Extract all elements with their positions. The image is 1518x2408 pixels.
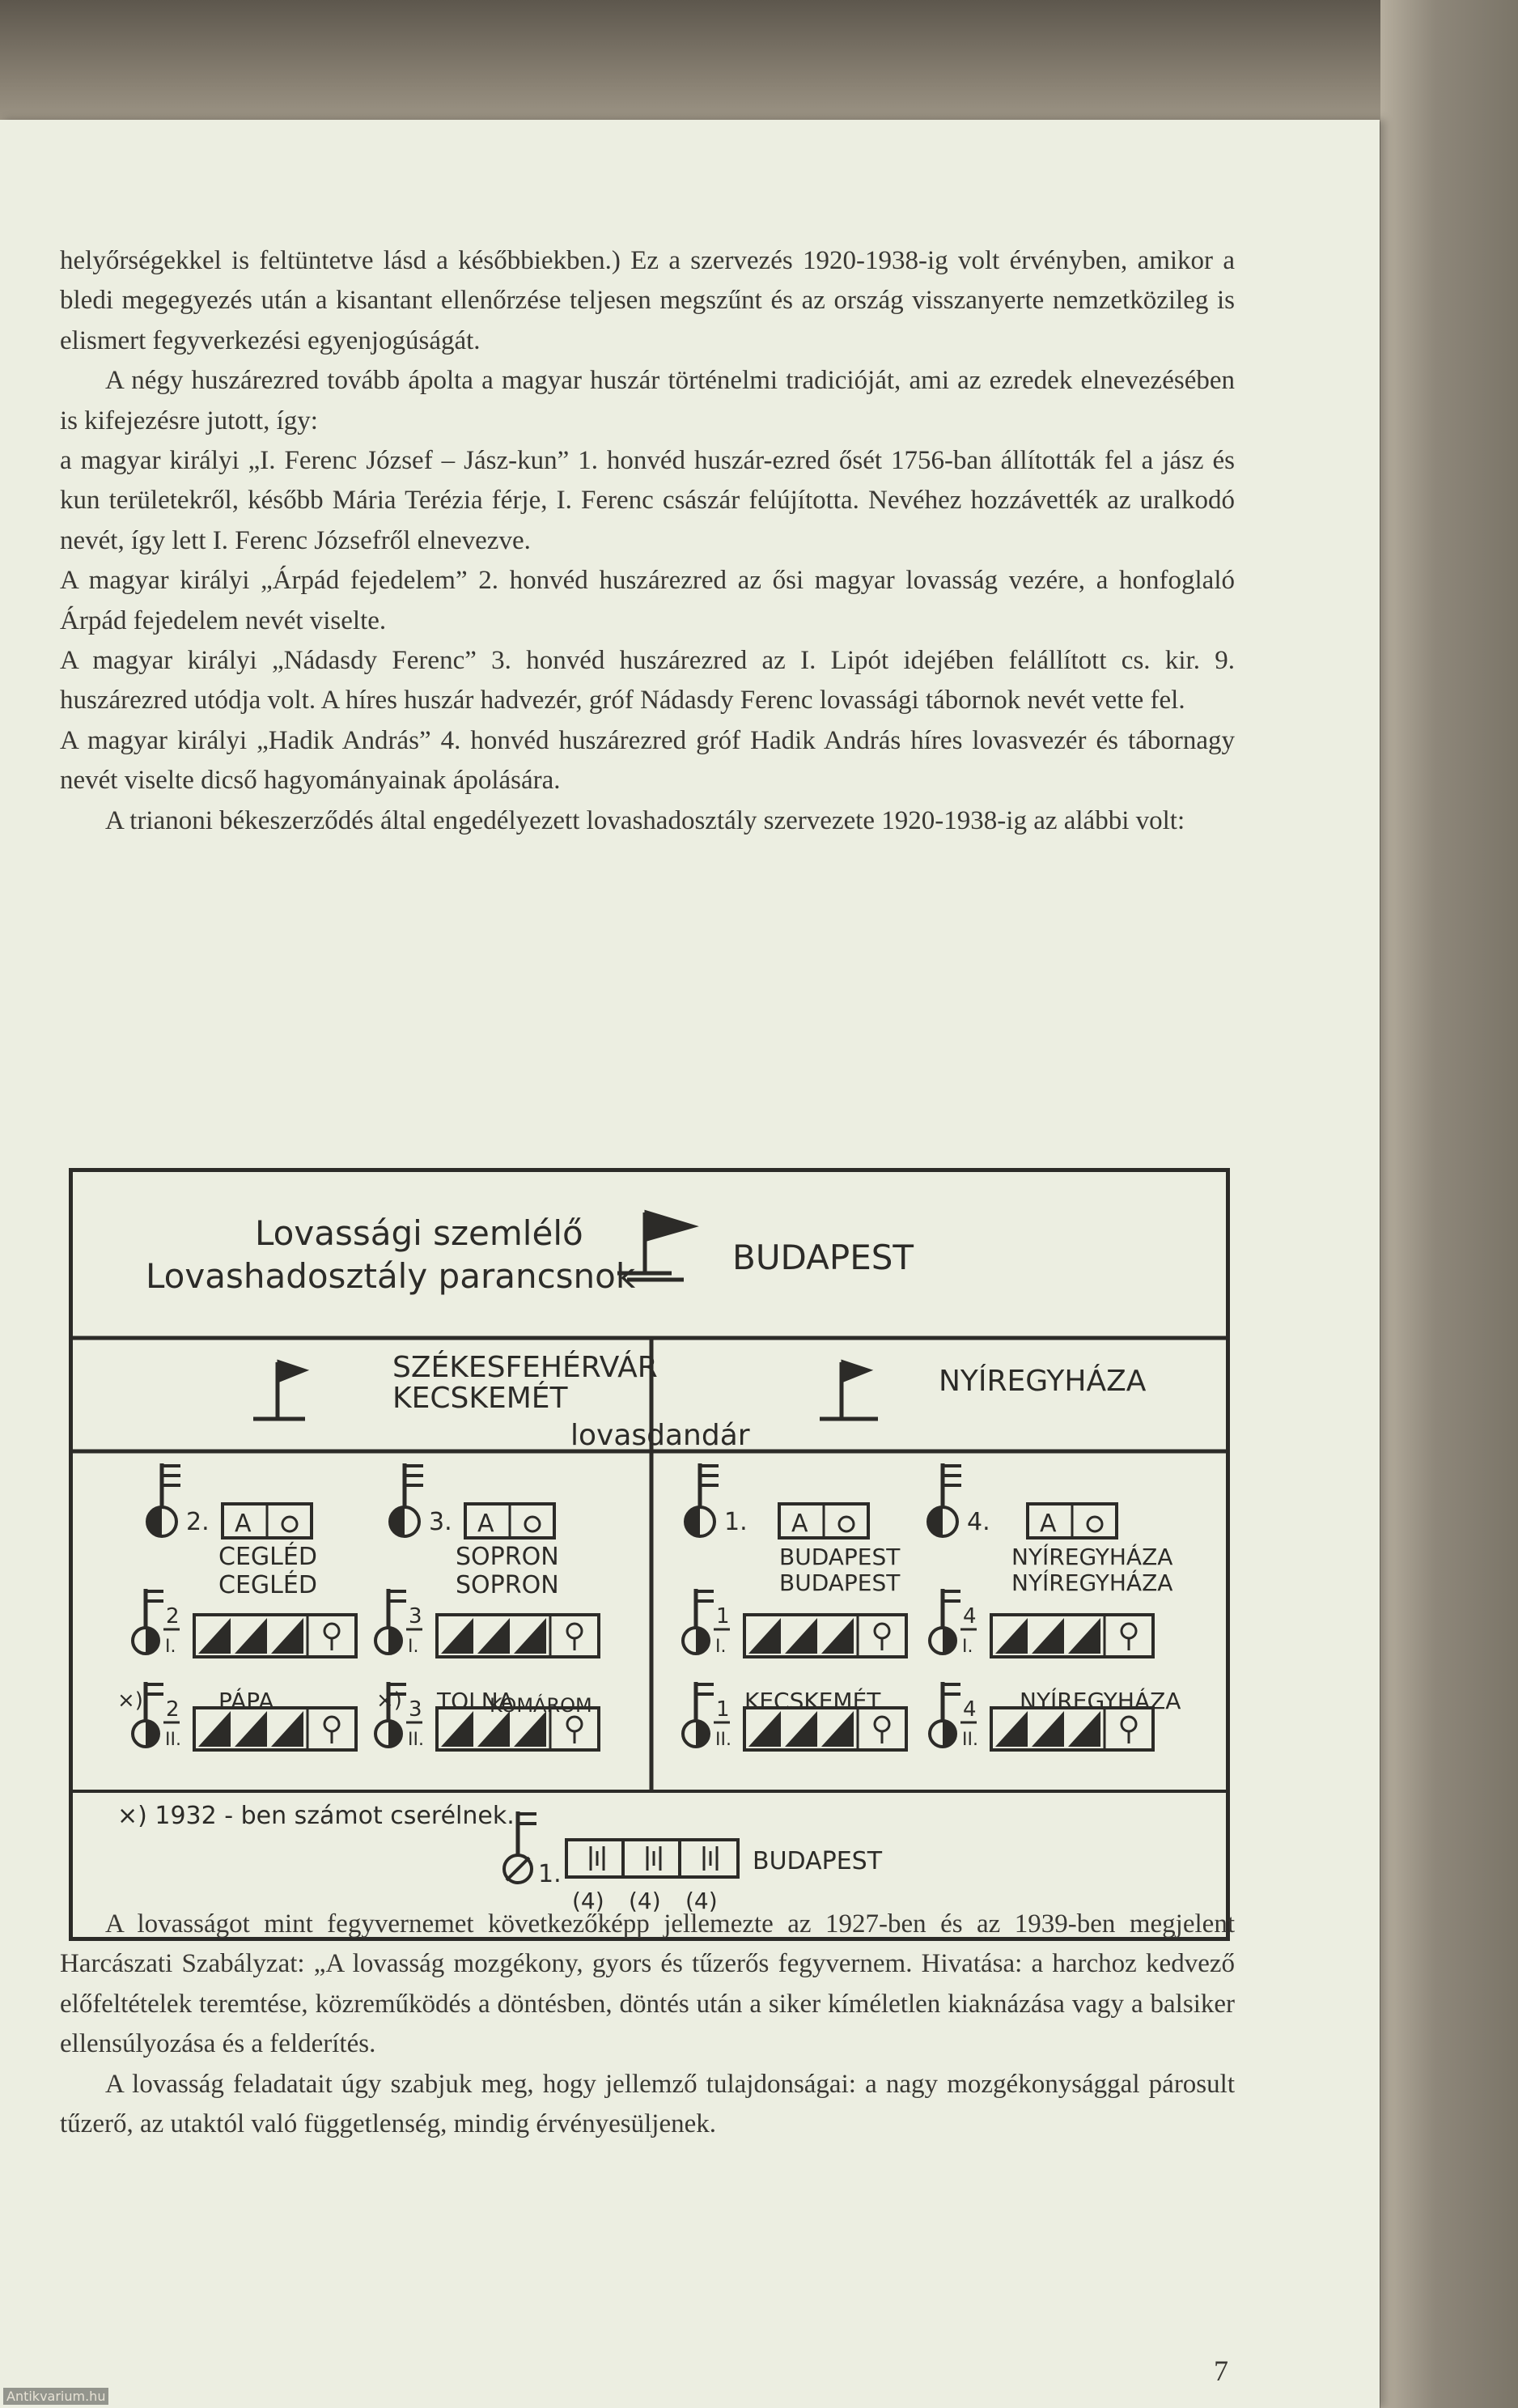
regiment-box-label: A — [477, 1510, 494, 1538]
paragraph: a magyar királyi „I. Ferenc József – Jász-kun” 1. honvéd huszár-ezred ősét 1756-ban állították fel a jász és kun területekről, később Mária Terézia férje, I. Ferenc császár felújította. Nevéhez hozzávették az uralkodó nevét, így lett I. Ferenc Józsefről elnevezve. — [60, 446, 1235, 555]
regiment-city: CEGLÉD — [218, 1543, 317, 1571]
battalion-roman: I. — [408, 1637, 419, 1657]
battalion-symbols — [133, 1589, 1181, 1750]
hq-title-line1: Lovassági szemlélő — [255, 1213, 583, 1253]
artillery-count: (4) — [572, 1888, 604, 1914]
organization-diagram — [69, 1168, 1230, 1941]
regiment-city: SOPRON — [456, 1571, 559, 1599]
brigade-city: KECSKEMÉT — [392, 1382, 568, 1415]
background-right — [1380, 0, 1518, 2408]
brigade-city: NYÍREGYHÁZA — [939, 1365, 1147, 1398]
battalion-symbol — [683, 1682, 906, 1750]
footnote-marker: ×) — [117, 1688, 143, 1713]
battalion-number: 2 — [166, 1697, 180, 1722]
body-text-bottom — [60, 1905, 1235, 2144]
paragraph: A magyar királyi „Hadik András” 4. honvéd huszárezred gróf Hadik András híres lovasvezér és tábornagy nevét viselte dicső hagyományainak ápolására. — [60, 725, 1235, 796]
regiment-number: 1. — [724, 1508, 748, 1536]
battalion-roman: I. — [715, 1637, 727, 1657]
battalion-number: 1 — [716, 1697, 730, 1722]
battalion-symbol — [683, 1589, 906, 1657]
battalion-city: KECSKEMÉT — [744, 1688, 881, 1714]
battalion-symbol — [133, 1682, 356, 1750]
background-top — [0, 0, 1518, 121]
battalion-roman: II. — [715, 1730, 731, 1750]
paragraph: helyőrségekkel is feltüntetve lásd a későbbiekben.) Ez a szervezés 1920-1938-ig volt érvényben, amikor a bledi megegyezés után a kisantant ellenőrzése teljesen megszűnt és az ország visszanyerte nemzetközileg is elismert fegyverkezési egyenjogúságát. — [60, 246, 1235, 355]
regiment-city: NYÍREGYHÁZA — [1011, 1569, 1173, 1596]
battalion-city: PÁPA — [218, 1688, 274, 1714]
regiment-1 — [685, 1463, 901, 1596]
regiment-city: BUDAPEST — [779, 1544, 901, 1570]
footnote-marker: ×) — [376, 1688, 402, 1713]
artillery-count: (4) — [685, 1888, 718, 1914]
regiment-number: 4. — [967, 1508, 990, 1536]
watermark: Antikvarium.hu — [3, 2388, 108, 2405]
artillery-count: (4) — [629, 1888, 661, 1914]
regiment-city: CEGLÉD — [218, 1571, 317, 1599]
paragraph: A lovasság feladatait úgy szabjuk meg, hogy jellemző tulajdonságai: a nagy mozgékonysággal párosult tűzerő, az utaktól való függetlenség, mindig érvényesüljenek. — [60, 2069, 1235, 2139]
battalion-number: 3 — [409, 1604, 422, 1629]
battalion-number: 2 — [166, 1604, 180, 1629]
battalion-number: 1 — [716, 1604, 730, 1629]
battalion-number: 4 — [963, 1697, 977, 1722]
paragraph: A magyar királyi „Árpád fejedelem” 2. honvéd huszárezred az ősi magyar lovasság vezére, a honfoglaló Árpád fejedelem nevét viselte. — [60, 566, 1235, 635]
org-chart-svg — [69, 1168, 1230, 1941]
battalion-roman: II. — [165, 1730, 181, 1750]
body-text-top — [60, 241, 1235, 841]
regiment-city: SOPRON — [456, 1543, 559, 1571]
regiment-box-label: A — [1040, 1510, 1057, 1538]
battalion-symbol — [930, 1589, 1153, 1657]
battalion-roman: II. — [408, 1730, 424, 1750]
regiment-4 — [928, 1463, 1172, 1596]
battalion-roman: I. — [165, 1637, 176, 1657]
regiment-number: 2. — [186, 1508, 210, 1536]
hq-city: BUDAPEST — [732, 1238, 914, 1277]
regiment-box-label: A — [791, 1510, 808, 1538]
artillery-city: BUDAPEST — [753, 1847, 883, 1875]
regiment-3 — [390, 1463, 559, 1599]
battalion-roman: I. — [962, 1637, 973, 1657]
komarom-label: KOMÁROM — [490, 1694, 592, 1717]
battalion-city: NYÍREGYHÁZA — [1020, 1688, 1181, 1714]
footnote: ×) 1932 - ben számot cserélnek. — [117, 1802, 515, 1830]
paragraph: A lovasságot mint fegyvernemet következőképp jellemezte az 1927-ben és az 1939-ben megjelent Harcászati Szabályzat: „A lovasság mozgékony, gyors és tűzerős fegyvernem. Hivatása: a harchoz kedvező előfeltételek teremtése, közreműködés a döntésben, döntés után a siker kíméletlen kiaknázása vagy a balsiker ellensúlyozása és a felderítés. — [60, 1909, 1235, 2059]
brigade-label: lovasdandár — [570, 1419, 750, 1452]
battalion-number: 3 — [409, 1697, 422, 1722]
battalion-symbol — [930, 1682, 1181, 1750]
page-number: 7 — [1214, 2355, 1228, 2387]
regiment-city: NYÍREGYHÁZA — [1011, 1544, 1173, 1570]
regiment-number: 3. — [429, 1508, 452, 1536]
artillery-number: 1. — [538, 1860, 562, 1888]
battalion-number: 4 — [963, 1604, 977, 1629]
regiment-2 — [147, 1463, 317, 1599]
regiment-box-label: A — [235, 1510, 252, 1538]
regiment-city: BUDAPEST — [779, 1569, 901, 1596]
paragraph: A magyar királyi „Nádasdy Ferenc” 3. honvéd huszárezred az I. Lipót idejében felállított cs. kir. 9. huszárezred utódja volt. A híres huszár hadvezér, gróf Nádasdy Ferenc lovassági tábornok nevét vette fel. — [60, 646, 1235, 716]
battalion-roman: II. — [962, 1730, 978, 1750]
paragraph: A négy huszárezred tovább ápolta a magyar huszár történelmi tradicióját, ami az ezredek elnevezésében is kifejezésre jutott, így: — [60, 366, 1235, 435]
brigade-flag-icon — [820, 1362, 878, 1419]
brigade-city: SZÉKESFEHÉRVÁR — [392, 1351, 658, 1384]
paragraph: A trianoni békeszerződés által engedélyezett lovashadosztály szervezete 1920-1938-ig az alábbi volt: — [105, 805, 1185, 835]
brigade-flag-icon — [253, 1362, 305, 1419]
battalion-city: TOLNA — [437, 1688, 514, 1714]
book-page — [0, 120, 1380, 2408]
hq-title-line2: Lovashadosztály parancsnok — [146, 1256, 636, 1296]
